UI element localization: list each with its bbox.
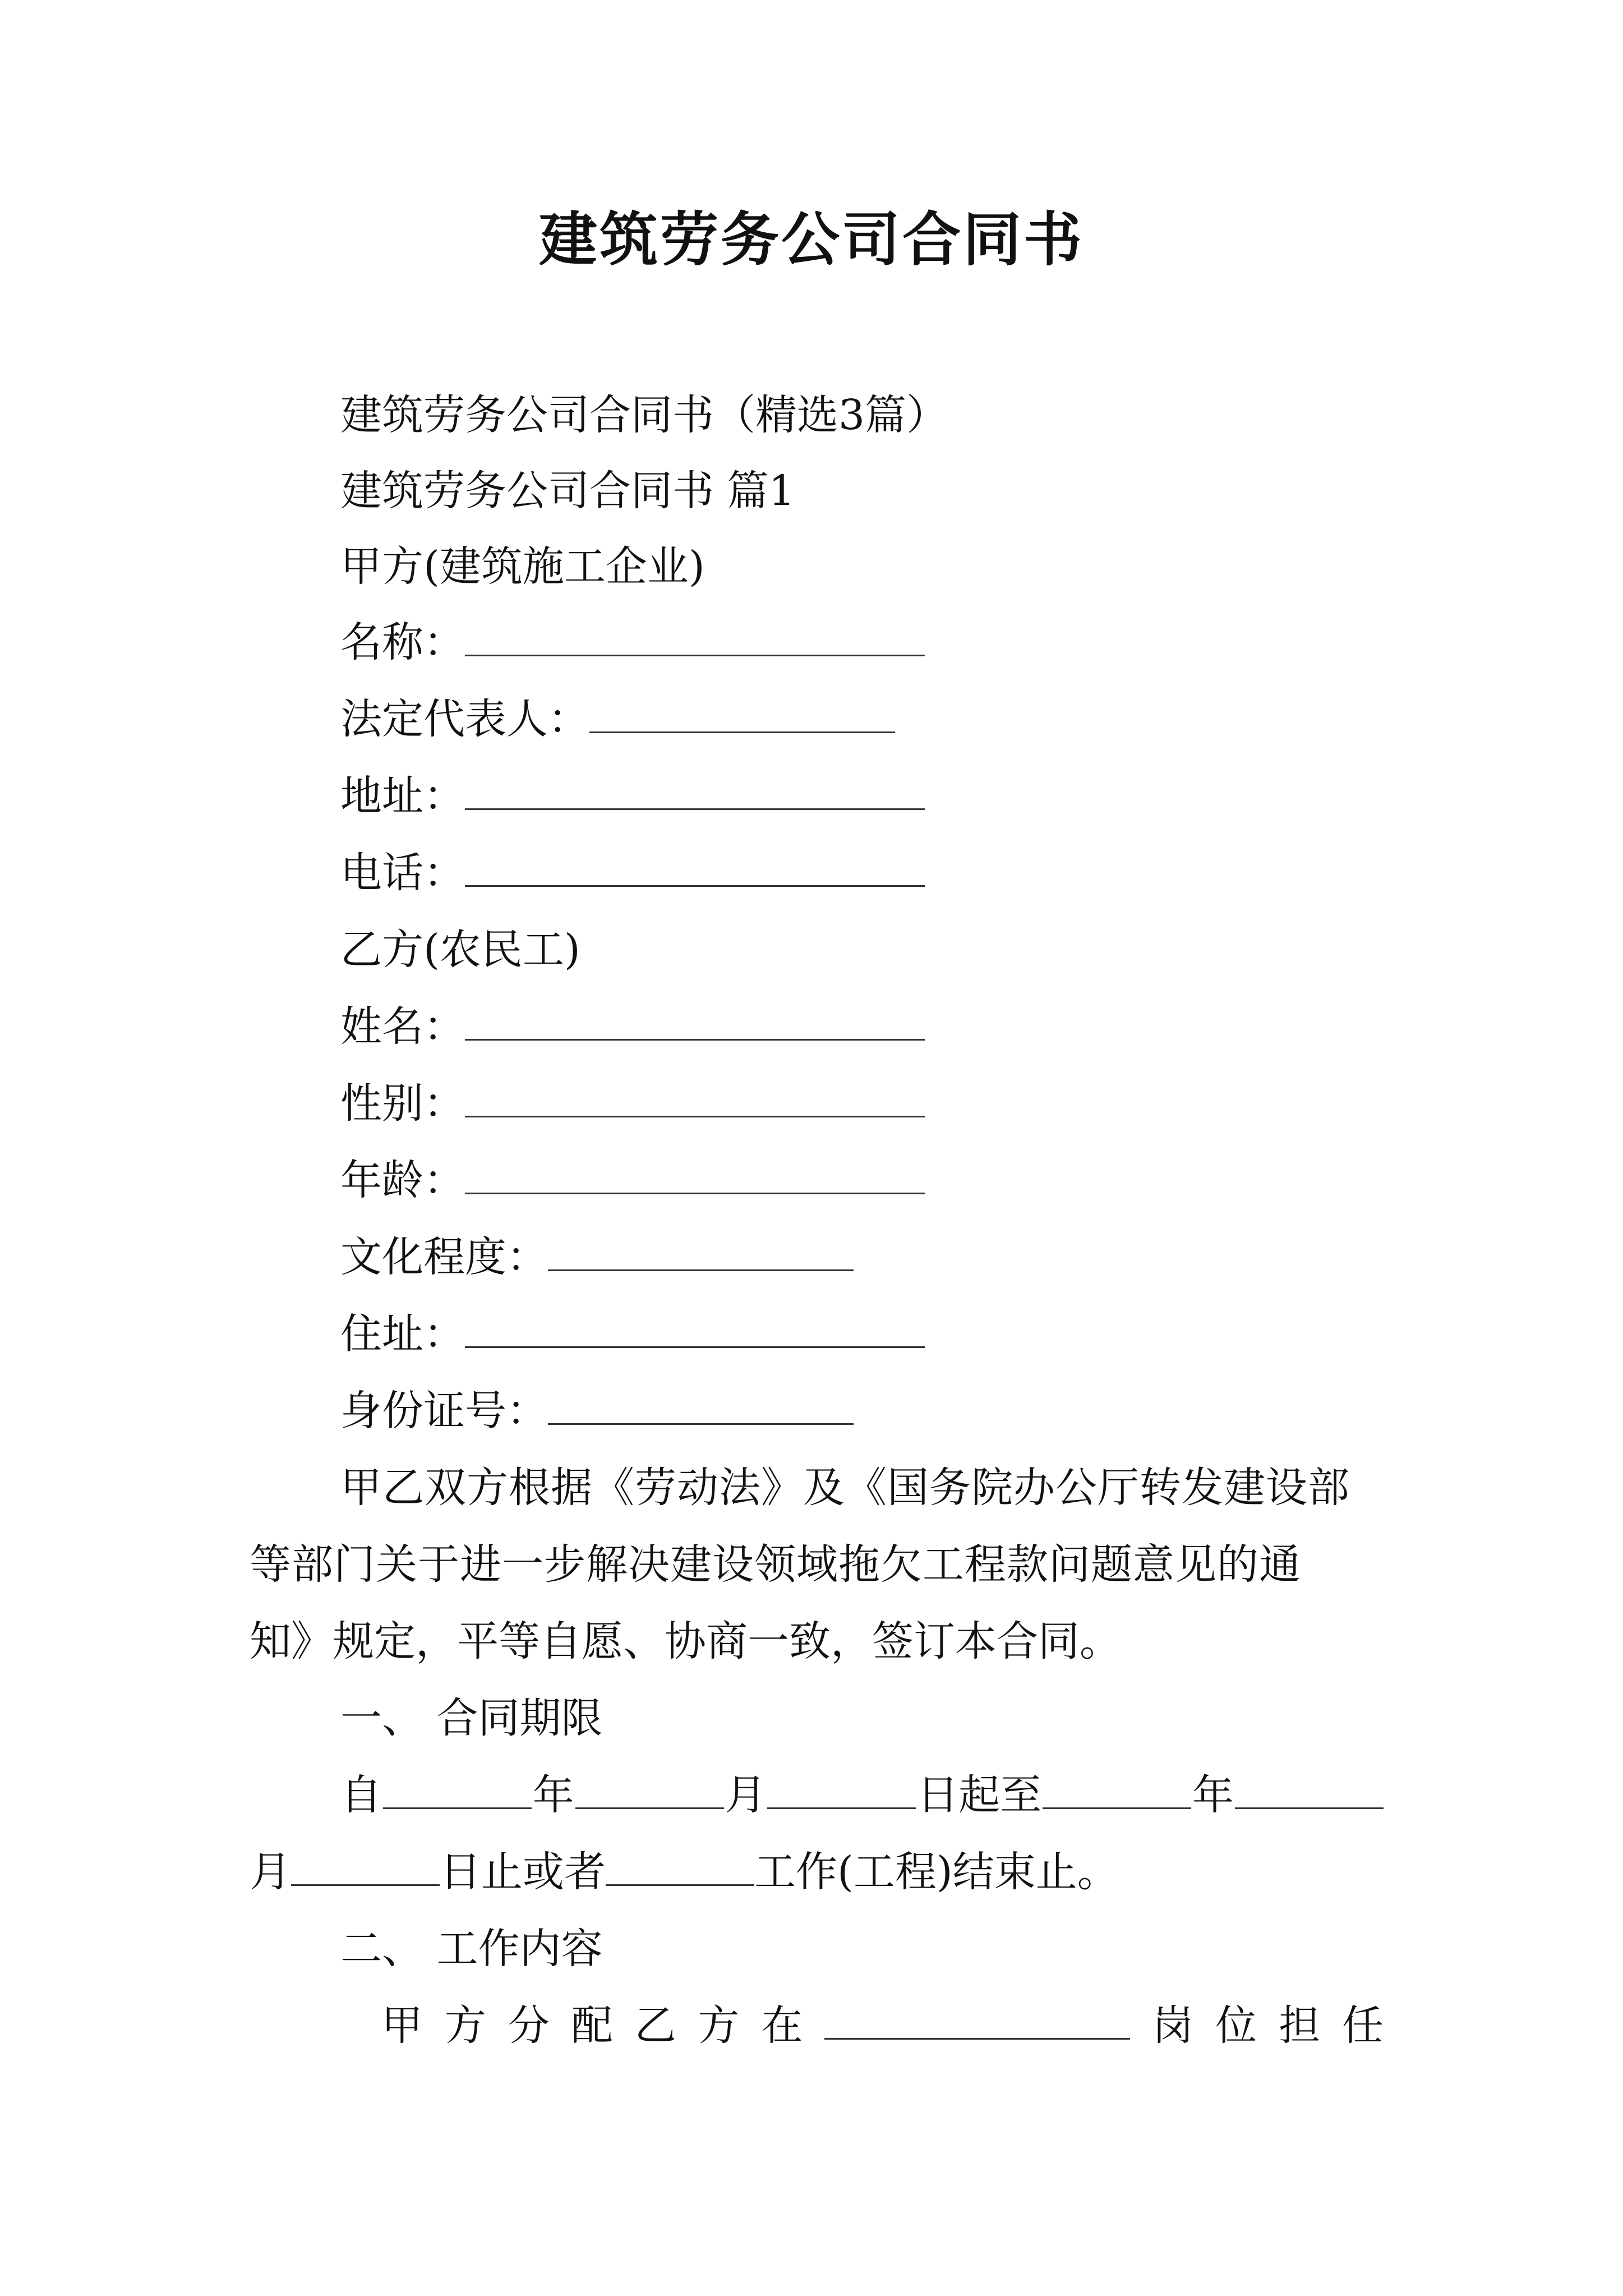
party-b-gender-label: 性别：	[340, 1079, 465, 1128]
party-b-id-row	[340, 1383, 854, 1439]
preamble-line-3: 知》规定，平等自愿、协商一致，签订本合同。	[250, 1617, 1121, 1665]
clause-2-heading: 二、 工作内容	[340, 1925, 603, 1973]
end-month-blank[interactable]	[1235, 1774, 1384, 1809]
party-a-phone-label: 电话：	[340, 849, 465, 897]
clause-2-char: 位	[1215, 2001, 1257, 2050]
party-a-legal-rep-row	[340, 691, 895, 747]
party-b-heading: 乙方(农民工)	[340, 926, 580, 974]
party-b-age-label: 年龄：	[340, 1156, 465, 1204]
clause-1-heading: 一、 合同期限	[340, 1694, 603, 1742]
party-a-address-blank[interactable]	[465, 775, 925, 810]
party-b-residence-label: 住址：	[340, 1310, 465, 1358]
party-b-education-blank[interactable]	[548, 1236, 854, 1271]
party-a-name-blank[interactable]	[465, 621, 925, 656]
clause-2-char: 配	[571, 2001, 613, 2050]
party-a-address-row	[340, 768, 925, 824]
clause-1-row-2	[250, 1844, 1119, 1900]
clause-2-char: 担	[1279, 2001, 1321, 2050]
section-heading: 建筑劳务公司合同书 篇1	[340, 467, 795, 515]
party-b-name-label: 姓名：	[340, 1002, 465, 1051]
party-a-address-label: 地址：	[340, 772, 465, 820]
start-month-blank[interactable]	[575, 1774, 724, 1809]
party-a-name-row	[340, 614, 925, 670]
clause-2-char: 方	[444, 2001, 486, 2050]
clause-2-char: 甲	[381, 2001, 423, 2050]
document-title: 建筑劳务公司合同书	[538, 205, 1084, 274]
party-a-heading: 甲方(建筑施工企业)	[340, 542, 705, 591]
clause-1-text-month: 月	[725, 1771, 767, 1819]
clause-1-text-project-end: 工作(工程)结束止。	[754, 1848, 1119, 1896]
clause-2-row-1	[381, 1998, 1384, 2054]
party-b-age-blank[interactable]	[465, 1159, 925, 1194]
party-b-gender-blank[interactable]	[465, 1082, 925, 1117]
clause-1-text-year-2: 年	[1192, 1771, 1234, 1819]
end-day-blank[interactable]	[291, 1851, 440, 1886]
clause-1-text-month-2: 月	[250, 1848, 291, 1896]
party-b-name-row	[340, 999, 925, 1055]
clause-2-char: 方	[698, 2001, 740, 2050]
party-b-residence-row	[340, 1306, 925, 1362]
preamble-line-2: 等部门关于进一步解决建设领域拖欠工程款问题意见的通	[250, 1540, 1301, 1589]
party-a-name-label: 名称：	[340, 618, 465, 666]
party-b-education-label: 文化程度：	[340, 1233, 548, 1281]
clause-2-char: 乙	[634, 2001, 676, 2050]
party-a-phone-blank[interactable]	[465, 852, 925, 887]
party-b-education-row	[340, 1229, 854, 1285]
clause-1-text-day-to: 日起至	[917, 1771, 1042, 1819]
party-a-legal-rep-blank[interactable]	[589, 698, 895, 733]
position-blank[interactable]	[824, 2004, 1130, 2040]
party-b-residence-blank[interactable]	[465, 1313, 925, 1348]
party-b-name-blank[interactable]	[465, 1005, 925, 1041]
preamble-line-1: 甲乙双方根据《劳动法》及《国务院办公厅转发建设部	[340, 1464, 1350, 1512]
party-a-legal-rep-label: 法定代表人：	[340, 695, 589, 743]
clause-1-text-year: 年	[532, 1771, 574, 1819]
clause-1-text-from: 自	[340, 1771, 382, 1819]
clause-1-row-1	[340, 1767, 1384, 1823]
start-year-blank[interactable]	[383, 1774, 532, 1809]
party-b-id-label: 身份证号：	[340, 1387, 548, 1435]
project-name-blank[interactable]	[606, 1851, 754, 1886]
clause-2-char: 任	[1341, 2001, 1384, 2050]
party-b-age-row	[340, 1152, 925, 1208]
clause-2-char: 分	[508, 2001, 550, 2050]
party-b-gender-row	[340, 1075, 925, 1131]
party-a-phone-row	[340, 845, 925, 901]
document-subtitle: 建筑劳务公司合同书（精选3篇）	[340, 391, 948, 439]
end-year-blank[interactable]	[1043, 1774, 1191, 1809]
clause-1-text-end-or: 日止或者	[440, 1848, 606, 1896]
party-b-id-blank[interactable]	[548, 1389, 854, 1425]
clause-2-char: 岗	[1152, 2001, 1194, 2050]
start-day-blank[interactable]	[767, 1774, 916, 1809]
clause-2-char: 在	[761, 2001, 803, 2050]
